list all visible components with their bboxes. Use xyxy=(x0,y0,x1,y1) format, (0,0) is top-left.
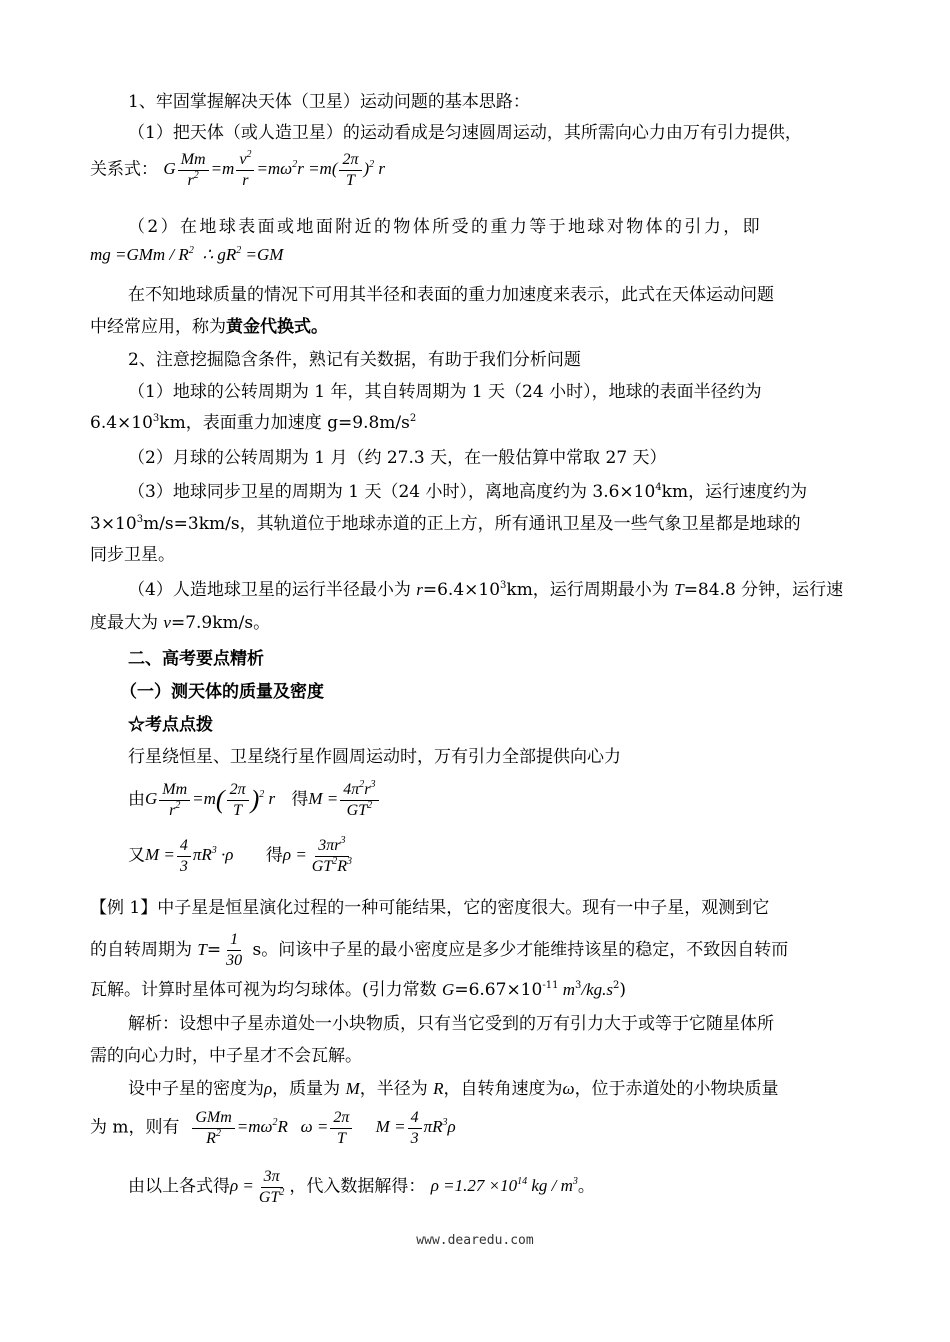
text-9a3: km，运行周期最小为 xyxy=(506,580,675,600)
var-rho: ρ xyxy=(264,1079,273,1098)
formula-density: 又M = $\frac{4}{3}$ $\pi R^3 \cdot\rho$ 得ρ = $\frac{3\pi r^3}{GT^2R^3}$ xyxy=(128,835,353,875)
para-9b xyxy=(90,611,270,635)
solution-2a xyxy=(128,1077,779,1101)
text-9a1: （4）人造地球卫星的运行半径最小为 xyxy=(128,580,417,600)
sup-8b: 3 xyxy=(136,514,144,525)
text-de-2: 得 xyxy=(265,845,283,866)
var-M: M xyxy=(345,1079,360,1098)
para-6b xyxy=(90,411,416,435)
para-7: （2）月球的公转周期为 1 月（约 27.3 天，在一般估算中常取 27 天） xyxy=(128,448,667,468)
solution-2b xyxy=(90,1108,456,1149)
text-eq: = xyxy=(206,940,222,960)
text-sol3b: ，代入数据解得： xyxy=(289,1176,426,1197)
formula-line-1 xyxy=(90,150,385,191)
para-1: 1、牢固掌握解决天体（卫星）运动问题的基本思路： xyxy=(128,92,530,112)
text-8b2: m/s=3km/s，其轨道位于地球赤道的正上方，所有通讯卫星及一些气象卫星都是地球的 xyxy=(143,514,801,534)
text-you: 由 xyxy=(128,789,145,810)
formula-gravity: G $\frac{Mm}{r^2}$ =m $\frac{v^2}{r}$ $=m\omega^2r =m$( $\frac{2\pi}{T}$ )$^2$ r xyxy=(163,149,386,189)
sup-ex1c2: 3 xyxy=(574,980,582,991)
text-9b2: =7.9km/s。 xyxy=(170,613,271,633)
footer-url[interactable]: www.dearedu.com xyxy=(416,1233,534,1248)
var-omega: ω xyxy=(562,1079,575,1098)
text-you-2: 又 xyxy=(128,845,145,866)
subsection-heading-1: （一）测天体的质量及密度 xyxy=(120,682,324,702)
text-6b: 6.4×10 xyxy=(90,413,153,433)
text-ex1b3: s。问该中子星的最小密度应是多少才能维持该星的稳定，不致因自转而 xyxy=(247,940,789,960)
text-ex1c1: 瓦解。计算时星体可视为均匀球体。(引力常数 xyxy=(90,980,443,1000)
para-8c: 同步卫星。 xyxy=(90,545,175,565)
text-sol2a4: ，自转角速度为 xyxy=(443,1079,563,1099)
var-r: r xyxy=(416,580,423,599)
text-9b1: 度最大为 xyxy=(90,613,164,633)
solution-1a: 解析：设想中子星赤道处一小块物质，只有当它受到的万有引力大于或等于它随星体所 xyxy=(128,1014,774,1034)
var-T-ex: T xyxy=(197,940,207,959)
section-heading-2: 二、高考要点精析 xyxy=(128,649,264,669)
text-4b: 中经常应用，称为 xyxy=(90,317,226,337)
unit-m: m xyxy=(558,980,575,999)
para-6a: （1）地球的公转周期为 1 年，其自转周期为 1 天（24 小时），地球的表面半径约为 xyxy=(128,382,762,402)
para-5: 2、注意挖掘隐含条件，熟记有关数据，有助于我们分析问题 xyxy=(128,350,581,370)
result-value: $\rho =1.27 \times 10^{14}$ kg / $m^3$ xyxy=(430,1176,578,1196)
formula-solution-2: $\frac{\text{GMm}}{R^2}$ $=m\omega^2R$ ω = $\frac{2\pi}{T}$ M = $\frac{4}{3}$ $\pi R^3\rho$ xyxy=(190,1117,455,1136)
example-1a: 【例 1】中子星是恒星演化过程的一种可能结果，它的密度很大。现有一中子星，观测到它 xyxy=(90,898,770,918)
sup-6b: 3 xyxy=(152,413,160,424)
var-R: R xyxy=(433,1079,444,1098)
solution-3 xyxy=(128,1167,595,1208)
text-8b1: 3×10 xyxy=(90,514,137,534)
text-ex1b1: 的自转周期为 xyxy=(90,940,198,960)
golden-term: 黄金代换式。 xyxy=(226,317,328,337)
para-3a: （2）在地球表面或地面附近的物体所受的重力等于地球对物体的引力，即 xyxy=(128,217,763,237)
sup-6c: 2 xyxy=(409,413,417,424)
para-2a: （1）把天体（或人造卫星）的运动看成是匀速圆周运动，其所需向心力由万有引力提供， xyxy=(128,123,802,143)
text-8a: （3）地球同步卫星的周期为 1 天（24 小时），离地高度约为 3.6×10 xyxy=(128,482,656,502)
text-de: 得 xyxy=(291,789,309,810)
var-T: T xyxy=(674,580,684,599)
para-4a: 在不知地球质量的情况下可用其半径和表面的重力加速度来表示，此式在天体运动问题 xyxy=(128,285,774,305)
example-1c xyxy=(90,978,626,1002)
text-9a2: =6.4×10 xyxy=(422,580,501,600)
text-sol2a2: ，质量为 xyxy=(272,1079,346,1099)
formula-line-2 xyxy=(90,243,283,267)
fraction-1-30 xyxy=(223,930,245,971)
frac-num: 1 xyxy=(227,930,241,951)
var-v: v xyxy=(163,613,171,632)
text-sol2a3: ，半径为 xyxy=(359,1079,434,1099)
text-close: ) xyxy=(619,980,626,1000)
unit-kgs: /kg.s xyxy=(581,980,613,999)
para-9a xyxy=(128,578,843,602)
text-sol2a1: 设中子星的密度为 xyxy=(128,1079,264,1099)
var-G: G xyxy=(442,980,455,999)
para-10: 行星绕恒星、卫星绕行星作圆周运动时，万有引力全部提供向心力 xyxy=(128,747,621,767)
text-sol3a: 由以上各式得 xyxy=(128,1176,230,1197)
sup-ex1c: -11 xyxy=(542,980,559,991)
sup-8a: 4 xyxy=(655,482,662,493)
para-8a xyxy=(128,480,807,504)
formula-mass: 由G $\frac{Mm}{r^2}$ =m( $\frac{2\pi}{T}$ )$^2$ r 得M = $\frac{4\pi^2r^3}{GT^2}$ xyxy=(128,780,381,821)
para-4b xyxy=(90,315,328,339)
sup-9a: 3 xyxy=(500,580,507,591)
para-8b xyxy=(90,512,801,536)
text-ex1c3: ×10 xyxy=(506,980,543,1000)
label-relation: 关系式： xyxy=(90,159,158,180)
solution-1b: 需的向心力时，中子星才不会瓦解。 xyxy=(90,1046,362,1066)
frac-den: 30 xyxy=(226,952,243,969)
formula-rho: ρ = $\frac{3\pi}{GT^2}$ xyxy=(230,1168,285,1206)
text-6c: km，表面重力加速度 g=9.8m/s xyxy=(159,413,410,433)
text-ex1c2: =6.67 xyxy=(454,980,507,1000)
text-8a2: km，运行速度约为 xyxy=(661,482,808,502)
formula-golden: mg $=GMm / R^2$ ∴ $gR^2 =GM$ xyxy=(90,245,284,264)
text-sol2a5: ，位于赤道处的小物块质量 xyxy=(574,1079,779,1099)
text-sol2b1: 为 m，则有 xyxy=(90,1117,180,1138)
tips-heading: ☆考点点拨 xyxy=(128,715,213,735)
example-1b xyxy=(90,930,788,971)
text-sol3c: 。 xyxy=(577,1176,595,1197)
text-9a4: =84.8 分钟，运行速 xyxy=(683,580,844,600)
sup-ex1c3: 2 xyxy=(612,980,620,991)
